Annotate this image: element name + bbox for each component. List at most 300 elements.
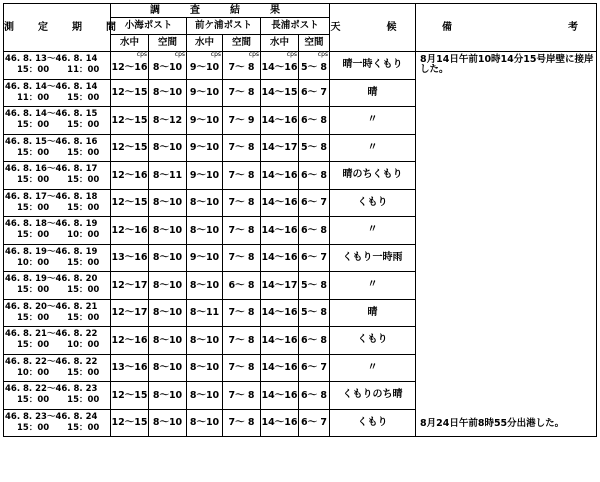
period-line-1: 46. 8. 15～46. 8. 16: [5, 136, 98, 147]
reading-value: 7～ 9: [228, 114, 255, 126]
table-row: [4, 52, 597, 80]
reading-cell: [187, 327, 223, 355]
reading-cell: [261, 244, 299, 272]
period-header: 測 定 期 間: [4, 4, 111, 52]
weather-cell: 〃: [330, 217, 416, 245]
reading-value: 7～ 8: [228, 224, 255, 236]
reading-cell: [223, 327, 261, 355]
reading-cell: [261, 189, 299, 217]
period-cell: [4, 134, 111, 162]
weather-cell: くもり: [330, 189, 416, 217]
period-end: 46. 8. 14: [55, 81, 98, 92]
period-cell: [4, 327, 111, 355]
reading-value: 9～10: [189, 87, 220, 98]
period-start-time: 10：00: [17, 367, 50, 378]
reading-value: 14～17: [261, 142, 298, 153]
period-cell: [4, 107, 111, 135]
reading-value: 8～10: [152, 417, 183, 428]
reading-cell: [261, 134, 299, 162]
reading-cell: [299, 162, 330, 190]
reading-cell: [149, 327, 187, 355]
water-subheader: 水中: [187, 35, 223, 52]
reading-cell: [149, 189, 187, 217]
reading-value: 6～ 8: [300, 224, 328, 236]
period-end: 46. 8. 18: [55, 191, 98, 202]
reading-cell: [299, 299, 330, 327]
reading-cell: [299, 79, 330, 107]
reading-value: 14～16: [261, 417, 298, 428]
post-header: 前ケ浦ポスト: [187, 18, 261, 35]
reading-cell: [187, 299, 223, 327]
reading-value: 5～ 8: [300, 61, 328, 73]
reading-value: 8～10: [152, 142, 183, 153]
reading-value: 5～ 8: [300, 307, 328, 318]
period-cell: [4, 79, 111, 107]
reading-value: 8～10: [152, 334, 183, 346]
reading-value: 12～15: [111, 389, 148, 401]
weather-cell: 晴: [330, 79, 416, 107]
weather-cell: 晴: [330, 299, 416, 327]
reading-cell: [261, 299, 299, 327]
period-line-1: 46. 8. 13～46. 8. 14: [5, 54, 98, 65]
reading-value: 8～10: [152, 87, 183, 98]
reading-cell: [149, 217, 187, 245]
period-end-time: 15：00: [67, 92, 100, 103]
period-line-1: 46. 8. 19～46. 8. 19: [5, 246, 98, 257]
reading-value: 6～ 8: [300, 169, 328, 181]
reading-cell: [149, 272, 187, 300]
reading-value: 6～ 8: [300, 114, 328, 126]
reading-value: 12～17: [111, 279, 148, 291]
reading-cell: [111, 134, 149, 162]
reading-value: 12～16: [111, 224, 148, 236]
reading-value: 8～10: [189, 417, 220, 428]
reading-value: 6～ 8: [300, 389, 328, 401]
weather-cell: 晴一時くもり: [330, 52, 416, 80]
reading-value: 14～16: [261, 197, 298, 208]
remarks-header-right: 考: [568, 21, 578, 33]
period-end: 46. 8. 19: [55, 219, 98, 230]
period-line-2: [5, 285, 110, 296]
period-cell: [4, 52, 111, 80]
reading-value: 14～16: [261, 389, 298, 401]
reading-value: 12～15: [111, 417, 148, 428]
reading-value: 12～16: [111, 169, 148, 181]
reading-cell: [261, 409, 299, 437]
reading-value: 14～17: [261, 279, 298, 291]
period-end: 46. 8. 14: [55, 54, 98, 65]
reading-value: 7～ 8: [228, 142, 255, 153]
table-row: [4, 409, 597, 437]
period-line-2: [5, 65, 110, 76]
measurement-table: [3, 3, 597, 437]
reading-value: 14～16: [261, 224, 298, 236]
period-end-time: 15：00: [67, 422, 100, 433]
period-end-time: 15：00: [67, 395, 100, 406]
reading-value: 7～ 8: [228, 307, 255, 318]
period-start-time: 15：00: [17, 175, 50, 186]
reading-value: 12～16: [111, 334, 148, 346]
period-end-time: 10：00: [67, 230, 100, 241]
reading-value: 14～16: [261, 334, 298, 346]
period-end-time: 15：00: [67, 285, 100, 296]
period-start-time: 15：00: [17, 202, 50, 213]
reading-cell: [149, 244, 187, 272]
reading-value: 7～ 8: [228, 87, 255, 98]
period-line-1: 46. 8. 20～46. 8. 21: [5, 301, 98, 312]
period-cell: [4, 244, 111, 272]
reading-cell: [261, 327, 299, 355]
reading-cell: [187, 79, 223, 107]
reading-cell: [149, 409, 187, 437]
reading-value: 6～ 7: [300, 87, 328, 98]
reading-cell: [111, 52, 149, 80]
reading-cell: [223, 272, 261, 300]
reading-value: 7～ 8: [228, 362, 255, 373]
reading-cell: [299, 52, 330, 80]
remark-cell: [416, 244, 597, 272]
weather-cell: 〃: [330, 272, 416, 300]
period-end: 46. 8. 21: [55, 301, 98, 312]
period-cell: [4, 409, 111, 437]
reading-value: 7～ 8: [228, 197, 255, 208]
period-end-time: 15：00: [67, 175, 100, 186]
unit-label: cps: [248, 51, 259, 58]
reading-value: 9～10: [189, 114, 220, 126]
unit-label: cps: [136, 51, 147, 58]
reading-cell: [187, 107, 223, 135]
remark-cell: [416, 327, 597, 355]
reading-cell: [187, 134, 223, 162]
reading-value: 12～17: [111, 307, 148, 318]
reading-cell: [111, 327, 149, 355]
period-start-time: 15：00: [17, 312, 50, 323]
reading-cell: [111, 382, 149, 410]
reading-value: 8～10: [152, 252, 183, 263]
reading-value: 8～11: [152, 169, 183, 181]
period-start: 46. 8. 20: [5, 301, 47, 312]
reading-value: 7～ 8: [228, 169, 255, 181]
reading-value: 8～10: [152, 61, 183, 73]
period-cell: [4, 382, 111, 410]
water-subheader: 水中: [111, 35, 149, 52]
period-line-2: [5, 230, 110, 241]
period-end-time: 15：00: [67, 367, 100, 378]
reading-value: 12～15: [111, 114, 148, 126]
reading-cell: [111, 299, 149, 327]
remark-cell: [416, 134, 597, 162]
results-header: 調 査 結 果: [111, 4, 330, 18]
period-end-time: 15：00: [67, 202, 100, 213]
period-start-time: 15：00: [17, 422, 50, 433]
period-line-2: [5, 120, 110, 131]
table-row: [4, 134, 597, 162]
weather-cell: くもり: [330, 327, 416, 355]
period-line-2: [5, 313, 110, 324]
period-cell: [4, 299, 111, 327]
remark-cell: [416, 189, 597, 217]
table-row: [4, 354, 597, 382]
table-row: [4, 217, 597, 245]
remark-cell: [416, 107, 597, 135]
reading-cell: [223, 107, 261, 135]
reading-cell: [187, 189, 223, 217]
reading-cell: [261, 162, 299, 190]
reading-cell: [187, 162, 223, 190]
reading-value: 8～10: [189, 279, 220, 291]
period-line-2: [5, 258, 110, 269]
reading-cell: [111, 107, 149, 135]
reading-cell: [299, 189, 330, 217]
reading-cell: [223, 189, 261, 217]
table-row: [4, 299, 597, 327]
period-start: 46. 8. 14: [5, 109, 47, 120]
reading-value: 8～10: [152, 307, 183, 318]
period-start-time: 15：00: [17, 120, 50, 131]
reading-cell: [299, 327, 330, 355]
reading-value: 8～10: [152, 224, 183, 236]
period-line-1: 46. 8. 22～46. 8. 22: [5, 356, 98, 367]
reading-cell: [111, 189, 149, 217]
remark-cell: 8月24日午前8時55分出港した。: [416, 409, 597, 437]
reading-cell: [149, 79, 187, 107]
reading-value: 8～10: [152, 279, 183, 291]
reading-value: 14～16: [261, 114, 298, 126]
table-row: [4, 244, 597, 272]
reading-value: 14～15: [261, 87, 298, 98]
unit-label: cps: [317, 51, 328, 58]
reading-cell: [299, 217, 330, 245]
reading-cell: [299, 382, 330, 410]
period-end: 46. 8. 19: [55, 246, 98, 257]
reading-cell: [261, 107, 299, 135]
reading-cell: [223, 354, 261, 382]
remark-cell: [416, 272, 597, 300]
period-line-1: 46. 8. 19～46. 8. 20: [5, 274, 98, 285]
reading-cell: [299, 134, 330, 162]
reading-value: 14～16: [261, 252, 298, 263]
reading-cell: [299, 272, 330, 300]
period-end-time: 11：00: [67, 65, 100, 76]
period-line-1: 46. 8. 18～46. 8. 19: [5, 219, 98, 230]
table-row: [4, 162, 597, 190]
period-end: 46. 8. 22: [55, 329, 98, 340]
table-row: [4, 382, 597, 410]
reading-value: 13～16: [111, 252, 148, 263]
period-start-time: 15：00: [17, 65, 50, 76]
reading-value: 8～10: [189, 224, 220, 236]
period-cell: [4, 217, 111, 245]
reading-cell: [149, 134, 187, 162]
period-line-2: [5, 93, 110, 104]
table-body: [4, 52, 597, 437]
reading-cell: [187, 409, 223, 437]
reading-value: 9～10: [189, 252, 220, 263]
period-line-2: [5, 175, 110, 186]
reading-cell: [111, 354, 149, 382]
weather-cell: 〃: [330, 107, 416, 135]
period-end-time: 15：00: [67, 257, 100, 268]
period-line-2: [5, 423, 110, 434]
period-end-time: 15：00: [67, 120, 100, 131]
reading-value: 8～10: [152, 362, 183, 373]
unit-label: cps: [210, 51, 221, 58]
period-line-2: [5, 148, 110, 159]
weather-cell: 晴のちくもり: [330, 162, 416, 190]
reading-value: 6～ 7: [300, 417, 328, 428]
reading-cell: [261, 272, 299, 300]
period-line-2: [5, 368, 110, 379]
reading-value: 9～10: [189, 169, 220, 181]
reading-cell: [223, 382, 261, 410]
remark-cell: [416, 354, 597, 382]
period-line-2: [5, 395, 110, 406]
reading-cell: [111, 162, 149, 190]
period-start-time: 15：00: [17, 230, 50, 241]
reading-cell: [187, 52, 223, 80]
period-end-time: 15：00: [67, 312, 100, 323]
table-row: [4, 327, 597, 355]
reading-value: 12～15: [111, 142, 148, 153]
period-end: 46. 8. 15: [55, 109, 98, 120]
post-header: 長浦ポスト: [261, 18, 330, 35]
reading-value: 8～10: [189, 389, 220, 401]
reading-value: 6～ 7: [300, 252, 328, 263]
reading-value: 9～10: [189, 61, 220, 73]
period-line-1: 46. 8. 14～46. 8. 14: [5, 81, 98, 92]
air-subheader: 空間: [223, 35, 261, 52]
period-start-time: 15：00: [17, 340, 50, 351]
period-line-1: 46. 8. 23～46. 8. 24: [5, 411, 98, 422]
period-start: 46. 8. 15: [5, 136, 47, 147]
reading-value: 5～ 8: [300, 279, 328, 291]
reading-cell: [261, 354, 299, 382]
reading-cell: [149, 162, 187, 190]
reading-value: 6～ 7: [300, 197, 328, 208]
remark-cell: [416, 79, 597, 107]
period-line-1: 46. 8. 14～46. 8. 15: [5, 109, 98, 120]
reading-cell: [261, 52, 299, 80]
table-row: [4, 189, 597, 217]
reading-cell: [187, 244, 223, 272]
table-row: [4, 107, 597, 135]
reading-value: 7～ 8: [228, 417, 255, 428]
air-subheader: 空間: [149, 35, 187, 52]
reading-value: 13～16: [111, 362, 148, 373]
post-header: 小海ポスト: [111, 18, 187, 35]
remark-cell: [416, 382, 597, 410]
period-start-time: 15：00: [17, 147, 50, 158]
period-start: 46. 8. 17: [5, 191, 47, 202]
reading-cell: [223, 244, 261, 272]
period-end: 46. 8. 16: [55, 136, 98, 147]
reading-cell: [223, 162, 261, 190]
reading-cell: [111, 79, 149, 107]
weather-cell: くもりのち晴: [330, 382, 416, 410]
reading-cell: [299, 409, 330, 437]
period-start-time: 10：00: [17, 257, 50, 268]
period-end: 46. 8. 24: [55, 411, 98, 422]
period-line-1: 46. 8. 22～46. 8. 23: [5, 384, 98, 395]
reading-cell: [111, 272, 149, 300]
remark-cell: [416, 299, 597, 327]
weather-cell: くもり一時雨: [330, 244, 416, 272]
period-start-time: 15：00: [17, 285, 50, 296]
period-start: 46. 8. 22: [5, 356, 47, 367]
air-subheader: 空間: [299, 35, 330, 52]
table-row: [4, 79, 597, 107]
reading-value: 12～16: [111, 61, 148, 73]
reading-value: 8～10: [189, 334, 220, 346]
reading-cell: [187, 272, 223, 300]
reading-value: 9～10: [189, 142, 220, 153]
period-start: 46. 8. 19: [5, 246, 47, 257]
reading-value: 6～ 8: [228, 279, 255, 291]
reading-value: 14～16: [261, 169, 298, 181]
reading-value: 14～16: [261, 61, 298, 73]
unit-label: cps: [286, 51, 297, 58]
reading-value: 14～16: [261, 307, 298, 318]
reading-cell: [223, 79, 261, 107]
reading-value: 8～10: [189, 197, 220, 208]
reading-cell: [261, 79, 299, 107]
weather-cell: 〃: [330, 354, 416, 382]
period-start: 46. 8. 13: [5, 54, 47, 65]
table-row: [4, 272, 597, 300]
reading-value: 8～12: [152, 114, 183, 126]
reading-value: 8～10: [152, 197, 183, 208]
period-end: 46. 8. 23: [55, 384, 98, 395]
remark-cell: [416, 162, 597, 190]
reading-value: 7～ 8: [228, 334, 255, 346]
reading-cell: [149, 299, 187, 327]
period-start-time: 15：00: [17, 395, 50, 406]
reading-value: 6～ 7: [300, 362, 328, 373]
period-line-1: 46. 8. 16～46. 8. 17: [5, 164, 98, 175]
unit-label: cps: [174, 51, 185, 58]
period-start: 46. 8. 16: [5, 164, 47, 175]
reading-cell: [187, 217, 223, 245]
remarks-header: [416, 4, 597, 52]
period-line-2: [5, 340, 110, 351]
reading-cell: [187, 354, 223, 382]
period-start: 46. 8. 14: [5, 81, 47, 92]
reading-value: 12～15: [111, 87, 148, 98]
period-end: 46. 8. 17: [55, 164, 98, 175]
reading-cell: [149, 107, 187, 135]
reading-value: 5～ 8: [300, 142, 328, 153]
reading-cell: [111, 409, 149, 437]
period-start: 46. 8. 18: [5, 219, 47, 230]
remark-cell: [416, 217, 597, 245]
period-cell: [4, 354, 111, 382]
period-line-1: 46. 8. 21～46. 8. 22: [5, 329, 98, 340]
reading-value: 12～15: [111, 197, 148, 208]
reading-value: 7～ 8: [228, 252, 255, 263]
reading-value: 6～ 8: [300, 334, 328, 346]
reading-cell: [223, 217, 261, 245]
period-start: 46. 8. 21: [5, 329, 47, 340]
remark-cell: 8月14日午前10時14分15号岸壁に接岸した。: [416, 52, 597, 80]
reading-cell: [261, 382, 299, 410]
remarks-header-left: 備: [442, 21, 452, 33]
period-start-time: 11：00: [17, 92, 50, 103]
period-start: 46. 8. 22: [5, 384, 47, 395]
reading-cell: [223, 409, 261, 437]
reading-value: 8～10: [189, 362, 220, 373]
weather-cell: 〃: [330, 134, 416, 162]
period-end-time: 15：00: [67, 147, 100, 158]
